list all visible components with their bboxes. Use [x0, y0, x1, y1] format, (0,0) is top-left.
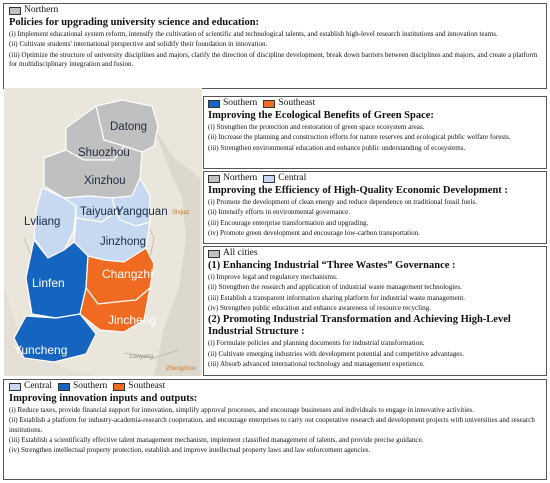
- legend-item-northern: [9, 5, 58, 16]
- city-label-lvliang: Lvliang: [24, 216, 61, 228]
- green-space-panel: [203, 96, 547, 169]
- city-label-linfen: Linfen: [32, 276, 65, 290]
- legend-label: Southern: [223, 98, 258, 108]
- policy-item: (iv) Strengthen intellectual property protection, establish and improve intellectual property laws and law enforcement agencies.: [9, 446, 371, 455]
- legend-swatch-orange: [113, 383, 125, 391]
- policy-item: (iv) Promote green development and encourage low-carbon transportation.: [208, 229, 420, 238]
- panel-legend: [208, 248, 542, 259]
- policy-item: (iii) Strengthen environmental education and enhance public understanding of ecosystems.: [208, 143, 466, 152]
- city-label-xinzhou: Xinzhou: [84, 175, 126, 187]
- legend-swatch-gray: [9, 7, 21, 15]
- legend-item-northern: [208, 173, 257, 184]
- legend-item-all-cities: [208, 248, 258, 259]
- economic-development-panel: [203, 171, 547, 244]
- legend-item-southeast: [263, 98, 315, 109]
- legend-label: Central: [278, 173, 307, 183]
- policy-item: (iii) Establish a scientifically effective talent management mechanism, implement classified management of talents, and provide precise guidance.: [9, 435, 424, 444]
- legend-label: Northern: [24, 5, 59, 15]
- legend-swatch-light-blue: [9, 383, 21, 391]
- city-label-jinzhong: Jinzhong: [100, 236, 147, 248]
- policy-item: (i) Reduce taxes, provide financial support for innovation, simplify approval processes, and encourage businesses and individuals to engage in innovative activities.: [9, 406, 474, 414]
- legend-swatch-light-blue: [263, 175, 275, 183]
- policy-item: (iii) Establish a transparent information sharing platform for industrial waste management.: [208, 293, 466, 302]
- legend-swatch-blue: [208, 100, 220, 108]
- policy-item: (ii) Establish a platform for industry-academia-research cooperation, and encourage enterprises to carry out cooperative research and development projects with universities and research institutions.: [9, 416, 535, 434]
- university-policy-panel: [3, 3, 547, 89]
- city-label-yuncheng: Yuncheng: [14, 343, 68, 357]
- policy-item: (iii) Absorb advanced international technology and management experience.: [208, 360, 425, 369]
- policy-item: (iv) Strengthen public education and enhance awareness of resource recycling.: [208, 304, 431, 313]
- panel-title: Improving the Efficiency of High-Quality Economic Development :: [208, 185, 508, 196]
- legend-item-central: [9, 381, 52, 392]
- city-label-jincheng: Jincheng: [108, 313, 157, 327]
- policy-item: (ii) Strengthen the research and application of industrial waste management technologies.: [208, 283, 462, 292]
- legend-label: Central: [24, 381, 52, 391]
- legend-label: All cities: [223, 248, 258, 258]
- policy-item: (ii) Cultivate students' international perspective and solidify their foundation in innovation.: [9, 40, 268, 49]
- legend-swatch-blue: [58, 383, 70, 391]
- legend-label: Southeast: [278, 98, 316, 108]
- policy-item: (i) Formulate policies and planning documents for industrial transformation.: [208, 339, 425, 348]
- innovation-panel: [3, 379, 547, 480]
- policy-item: (i) Implement educational system reform, intensify the cultivation of scientific and technological talents, and establish high-level research institutions and innovation teams.: [9, 30, 498, 38]
- section-title: (2) Promoting Industrial Transformation and Achieving High-Level Industrial Structure :: [208, 314, 511, 338]
- city-label-yangquan: Yangquan: [116, 206, 168, 218]
- legend-swatch-gray: [208, 250, 220, 258]
- policy-item: (i) Strengthen the protection and restoration of green space ecosystem areas.: [208, 123, 425, 131]
- city-label-changzhi: Changzhi: [102, 267, 153, 281]
- legend-item-southern: [58, 381, 107, 392]
- panel-title: Policies for upgrading university science and education:: [9, 17, 260, 28]
- basemap-label: Luoyang: [130, 354, 154, 360]
- basemap-label: Zhengzhou: [166, 366, 197, 372]
- panel-title: Improving the Ecological Benefits of Green Space:: [208, 110, 434, 121]
- panel-legend: [208, 98, 542, 109]
- legend-item-central: [263, 173, 306, 184]
- city-label-datong: Datong: [110, 121, 148, 133]
- panel-legend: [9, 381, 542, 392]
- legend-item-southern: [208, 98, 257, 109]
- city-label-taiyuan: Taiyuan: [80, 206, 120, 218]
- policy-item: (iii) Encourage enterprise transformation and upgrading.: [208, 218, 369, 227]
- legend-swatch-orange: [263, 100, 275, 108]
- legend-swatch-gray: [208, 175, 220, 183]
- legend-item-southeast: [113, 381, 165, 392]
- policy-item: (ii) Intensify efforts in environmental governance.: [208, 208, 351, 217]
- all-cities-panel: [203, 246, 547, 376]
- policy-item: (i) Improve legal and regulatory mechanisms.: [208, 273, 338, 281]
- city-label-shuozhou: Shuozhou: [78, 147, 130, 159]
- policy-item: (i) Promote the development of clean energy and reduce dependence on traditional fossil fuels.: [208, 198, 477, 206]
- policy-item: (ii) Increase the planning and construction efforts for nature reserves and ecological public welfare forests.: [208, 133, 511, 142]
- section-title: (1) Enhancing Industrial “Three Wastes” Governance :: [208, 260, 456, 271]
- basemap-label: Shijiaz: [172, 210, 190, 216]
- legend-label: Southeast: [128, 381, 166, 391]
- legend-label: Southern: [72, 381, 108, 391]
- legend-label: Northern: [223, 173, 258, 183]
- policy-item: (iii) Optimize the structure of university disciplines and majors, clarify the direction of discipline development, break down barriers between disciplines and majors, and create a platform for multidisciplinary integration and fusion.: [9, 50, 538, 68]
- panel-legend: [208, 173, 542, 184]
- panel-title: Improving innovation inputs and outputs:: [9, 393, 198, 404]
- panel-legend: [9, 5, 542, 16]
- policy-item: (ii) Cultivate emerging industries with development potential and competitive advantages.: [208, 349, 464, 358]
- shanxi-map: [4, 88, 202, 376]
